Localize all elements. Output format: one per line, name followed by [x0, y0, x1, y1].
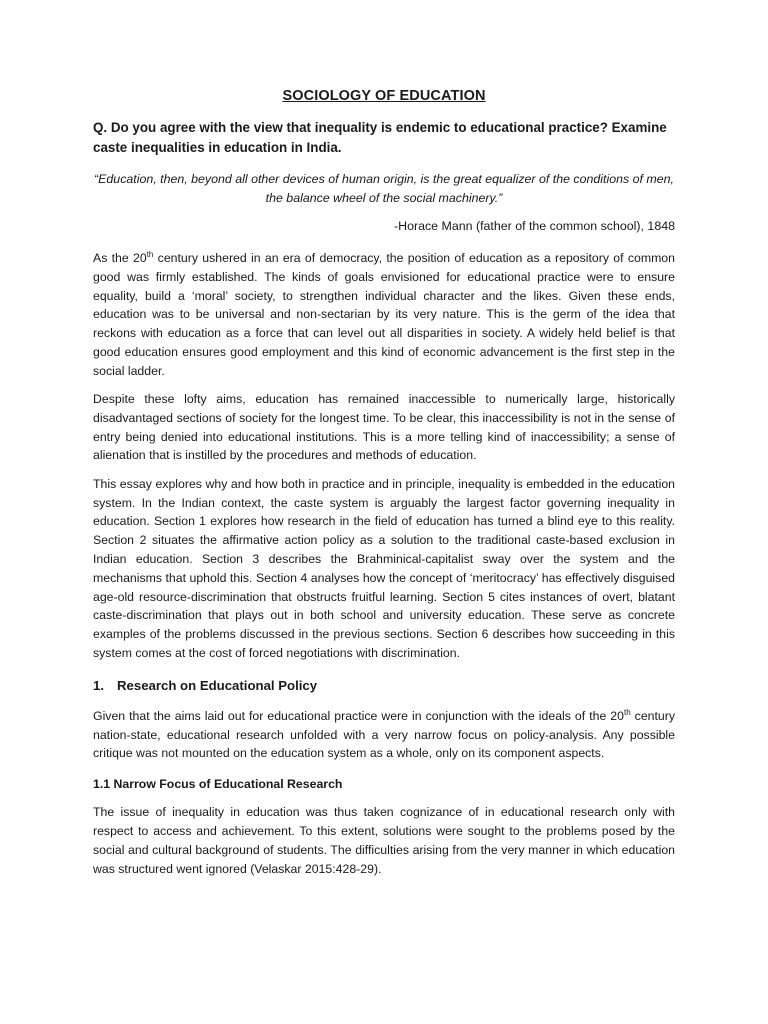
document-title: SOCIOLOGY OF EDUCATION	[282, 88, 486, 104]
paragraph-text: century nation-state, educational research unfolded with a very narrow focus on policy-analysis. Any possible critique was not mounted on the education system as a whole, only on its component aspects.	[93, 708, 675, 761]
paragraph-narrow-focus: The issue of inequality in education was thus taken cognizance of in educational research only with respect to access and achievement. To this extent, solutions were sought to the problems posed by the social and cultural background of students. The difficulties arising from the very manner in which education was structured went ignored (Velaskar 2015:428-29).	[93, 805, 675, 876]
superscript: th	[623, 707, 631, 717]
superscript: th	[146, 249, 154, 259]
paragraph-intro	[93, 249, 675, 381]
paragraph-inaccessibility: Despite these lofty aims, education has remained inaccessible to numerically large, historically disadvantaged sections of society for the longest time. To be clear, this inaccessibility is not in the sense of entry being denied into educational institutions. This is a more telling kind of inaccessibility; a sense of alienation that is instilled by the procedures and methods of education.	[93, 392, 675, 463]
quote-attribution: -Horace Mann (father of the common school), 1848	[394, 219, 675, 233]
section-1-heading	[93, 677, 675, 695]
paragraph-text: century ushered in an era of democracy, the position of education as a repository of common good was firmly established. The kinds of goals envisioned for educational practice were to ensure equality, build a ‘moral’ society, to strengthen individual character and the likes. Given these ends, education was to be universal and non-sectarian by its very nature. This is the germ of the idea that reckons with education as a force that can level out all disparities in society. A widely held belief is that good education ensures good employment and this kind of economic advancement is the first step in the social ladder.	[93, 251, 675, 378]
section-1-1-heading: 1.1 Narrow Focus of Educational Research	[93, 777, 343, 792]
section-title: Research on Educational Policy	[117, 677, 318, 693]
paragraph-essay-outline: This essay explores why and how both in practice and in principle, inequality is embedded in the education system. In the Indian context, the caste system is arguably the largest factor governing inequality in education. Section 1 explores how research in the field of education has turned a blind eye to this reality. Section 2 situates the affirmative action policy as a solution to the traditional caste-based exclusion in Indian education. Section 3 describes the Brahminical-capitalist sway over the system and the mechanisms that uphold this. Section 4 analyses how the concept of ‘meritocracy’ has effectively disguised age-old resource-discrimination that obstructs fruitful learning. Section 5 cites instances of overt, blatant caste-discrimination that plays out in both school and university education. These serve as concrete examples of the problems discussed in the previous sections. Section 6 describes how succeeding in this system comes at the cost of forced negotiations with discrimination.	[93, 476, 675, 660]
paragraph-research-policy	[93, 707, 675, 763]
section-number: 1.	[93, 677, 104, 693]
epigraph-quote: “Education, then, beyond all other devices of human origin, is the great equalizer of the conditions of men, the balance wheel of the social machinery.”	[94, 172, 674, 205]
paragraph-text: Given that the aims laid out for educational practice were in conjunction with the ideals of the 20	[93, 708, 624, 723]
paragraph-text: As the 20	[93, 251, 147, 265]
essay-question: Q. Do you agree with the view that inequality is endemic to educational practice? Examine caste inequalities in education in India.	[93, 120, 667, 155]
